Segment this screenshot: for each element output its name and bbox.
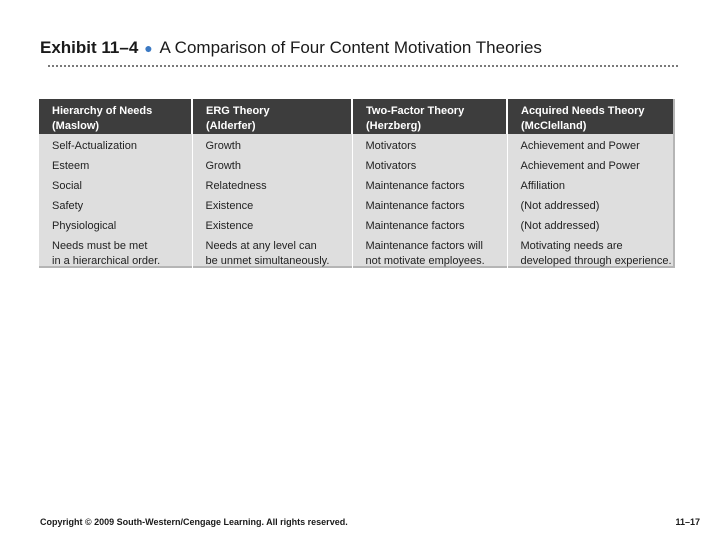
table-cell: Maintenance factors	[352, 179, 507, 199]
header-alderfer: ERG Theory (Alderfer)	[192, 99, 352, 134]
table-cell: Motivators	[352, 159, 507, 179]
table-header-row	[39, 99, 673, 134]
summary-herzberg: Maintenance factors will not motivate employees.	[352, 239, 507, 273]
table-cell: Affiliation	[507, 179, 673, 199]
table-cell: Existence	[192, 219, 352, 239]
summary-maslow: Needs must be met in a hierarchical order.	[52, 240, 161, 267]
table-cell: Safety	[52, 200, 84, 212]
table-cell: Maintenance factors	[352, 219, 507, 239]
exhibit-number: Exhibit 11–4	[40, 38, 139, 57]
table-row	[39, 159, 673, 179]
slide-number: 11–17	[675, 517, 700, 527]
exhibit-title-text: A Comparison of Four Content Motivation Theories	[159, 38, 542, 57]
table-cell: Achievement and Power	[507, 134, 673, 159]
header-mcclelland: Acquired Needs Theory (McClelland)	[507, 99, 673, 134]
table-cell: Growth	[192, 134, 352, 159]
dotted-divider	[48, 65, 678, 67]
summary-mcclelland: Motivating needs are developed through experience.	[507, 239, 673, 273]
table-row	[39, 134, 673, 159]
header-herzberg: Two-Factor Theory (Herzberg)	[352, 99, 507, 134]
copyright-notice: Copyright © 2009 South-Western/Cengage Learning. All rights reserved.	[40, 517, 348, 527]
summary-alderfer: Needs at any level can be unmet simultaneously.	[192, 239, 352, 273]
table-cell: Motivators	[352, 134, 507, 159]
table-cell: Maintenance factors	[352, 199, 507, 219]
header-maslow: Hierarchy of Needs (Maslow)	[39, 99, 192, 134]
table-row	[39, 219, 673, 239]
table-cell: (Not addressed)	[507, 199, 673, 219]
bullet-icon: ●	[144, 40, 153, 56]
table-cell: Achievement and Power	[507, 159, 673, 179]
exhibit-title	[40, 38, 542, 58]
table-row	[39, 199, 673, 219]
table-cell: Existence	[192, 199, 352, 219]
comparison-table	[39, 99, 673, 273]
table-cell: Physiological	[52, 220, 117, 232]
table-summary-row	[39, 239, 673, 273]
table-cell: Esteem	[52, 160, 90, 172]
table-cell: Self-Actualization	[52, 140, 137, 152]
table-cell: Growth	[192, 159, 352, 179]
table-cell: Relatedness	[192, 179, 352, 199]
comparison-table-panel	[39, 99, 675, 268]
table-cell: Social	[52, 180, 82, 192]
table-row	[39, 179, 673, 199]
table-cell: (Not addressed)	[507, 219, 673, 239]
